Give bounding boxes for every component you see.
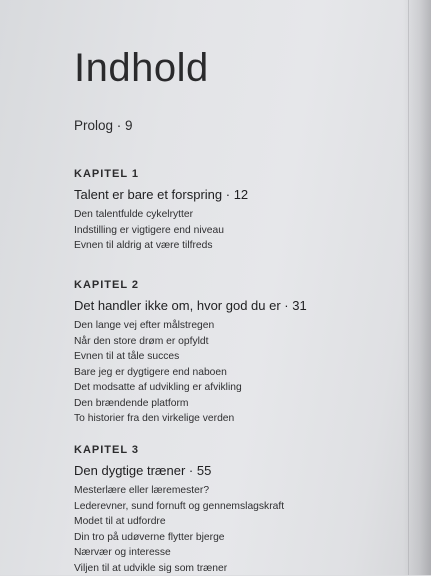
chapter-label: KAPITEL 2: [74, 279, 307, 292]
section-list: [74, 318, 307, 427]
section-item: Viljen til at udvikle sig som træner: [74, 561, 284, 576]
chapter-1: [74, 168, 248, 254]
section-item: Din tro på udøverne flytter bjerge: [74, 530, 284, 546]
section-item: Den brændende platform: [74, 396, 307, 412]
chapter-label: KAPITEL 3: [74, 444, 284, 457]
section-item: Bare jeg er dygtigere end naboen: [74, 365, 307, 381]
section-item: Lederevner, sund fornuft og gennemslagskraft: [74, 499, 284, 515]
section-item: Nærvær og interesse: [74, 545, 284, 561]
chapter-title: Det handler ikke om, hvor god du er · 31: [74, 298, 307, 314]
section-item: Modet til at udfordre: [74, 514, 284, 530]
section-item: Når den store drøm er opfyldt: [74, 334, 307, 350]
section-item: Mesterlære eller læremester?: [74, 483, 284, 499]
section-list: [74, 207, 248, 254]
page-edge: [408, 0, 409, 575]
section-item: Den talentfulde cykelrytter: [74, 207, 248, 223]
section-item: Indstilling er vigtigere end niveau: [74, 223, 248, 239]
chapter-3: [74, 444, 284, 576]
section-item: Evnen til aldrig at være tilfreds: [74, 238, 248, 254]
section-list: [74, 483, 284, 576]
chapter-2: [74, 279, 307, 427]
section-item: Det modsatte af udvikling er afvikling: [74, 380, 307, 396]
chapter-title: Den dygtige træner · 55: [74, 463, 284, 479]
chapter-label: KAPITEL 1: [74, 168, 248, 181]
page-title: Indhold: [74, 46, 209, 91]
section-item: Evnen til at tåle succes: [74, 349, 307, 365]
chapter-title: Talent er bare et forspring · 12: [74, 187, 248, 203]
section-item: Den lange vej efter målstregen: [74, 318, 307, 334]
section-item: To historier fra den virkelige verden: [74, 411, 307, 427]
prolog-entry: Prolog · 9: [74, 118, 133, 133]
